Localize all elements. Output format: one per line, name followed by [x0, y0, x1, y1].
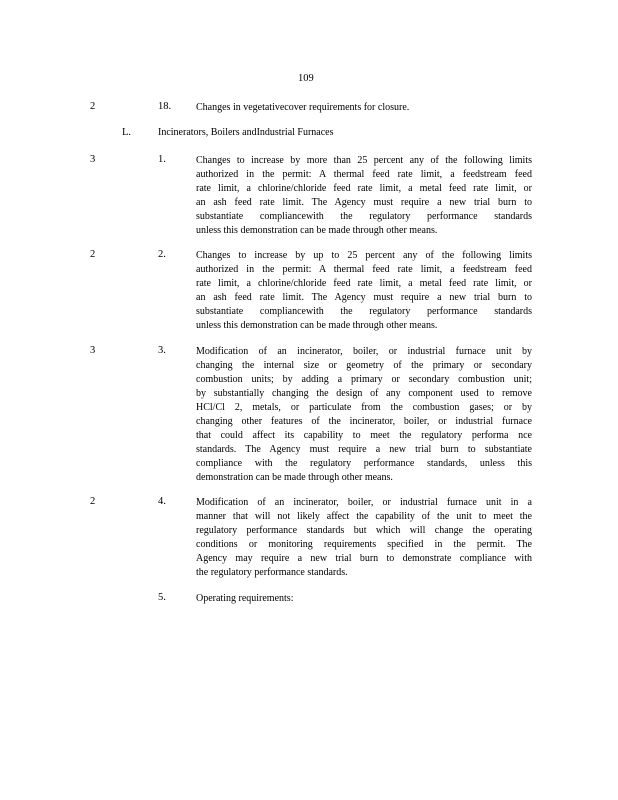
item-line: compliance with the regulatory performance standards, unless this: [196, 458, 532, 469]
item-text: [196, 345, 532, 485]
item-line: Modification of an incinerator, boiler, or industrial furnace unit by: [196, 346, 532, 357]
item-text: [196, 249, 532, 333]
item-line: changing the internal size or geometry of the primary or secondary: [196, 360, 532, 371]
item-line: Modification of an incinerator, boiler, or industrial furnace unit in a: [196, 497, 532, 508]
item-number: 2.: [158, 249, 166, 260]
item-text: [196, 592, 532, 606]
item-line: the regulatory performance standards.: [196, 567, 348, 578]
item-18-class: 2: [90, 101, 96, 112]
item-line: by substantially changing the design of any component used to remove: [196, 388, 532, 399]
item-line: Operating requirements:: [196, 593, 294, 604]
item-line: authorized in the permit: A thermal feed rate limit, a feedstream feed: [196, 169, 532, 180]
item-line: standards. The Agency must require a new trial burn to substantiate: [196, 444, 532, 455]
item-line: demonstration can be made through other means.: [196, 472, 393, 483]
section-letter: L.: [122, 127, 132, 138]
item-line: HCl/Cl 2, metals, or particulate from the combustion gases; or by: [196, 402, 532, 413]
item-line: rate limit, a chlorine/chloride feed rate limit, a metal feed rate limit, or: [196, 278, 532, 289]
item-line: manner that will not likely affect the capability of the unit to meet the: [196, 511, 532, 522]
item-text: [196, 154, 532, 238]
item-class: 2: [90, 249, 96, 260]
item-line: an ash feed rate limit. The Agency must require a new trial burn to: [196, 197, 532, 208]
item-class: 3: [90, 345, 96, 356]
item-number: 1.: [158, 154, 166, 165]
item-line: authorized in the permit: A thermal feed rate limit, a feedstream feed: [196, 264, 532, 275]
item-class: 2: [90, 496, 96, 507]
item-line: combustion units; by adding a primary or secondary combustion unit;: [196, 374, 532, 385]
page-number: 109: [298, 73, 314, 84]
item-18-text: [196, 101, 532, 115]
item-text: [196, 496, 532, 580]
item-number: 5.: [158, 592, 166, 603]
item-line: substantiate compliancewith the regulatory performance standards: [196, 211, 532, 222]
item-line: Changes to increase by more than 25 percent any of the following limits: [196, 155, 532, 166]
item-line: conditions or monitoring requirements specified in the permit. The: [196, 539, 532, 550]
item-number: 4.: [158, 496, 166, 507]
item-18-line: Changes in vegetativecover requirements for closure.: [196, 102, 410, 113]
item-line: Changes to increase by up to 25 percent any of the following limits: [196, 250, 532, 261]
item-line: an ash feed rate limit. The Agency must require a new trial burn to: [196, 292, 532, 303]
item-line: that could affect its capability to meet the regulatory performa nce: [196, 430, 532, 441]
section-title: Incinerators, Boilers andIndustrial Furnaces: [158, 127, 334, 138]
item-line: regulatory performance standards but which will change the operating: [196, 525, 532, 536]
item-18-number: 18.: [158, 101, 172, 112]
item-line: changing other features of the incinerator, boiler, or industrial furnace: [196, 416, 532, 427]
item-number: 3.: [158, 345, 166, 356]
item-class: 3: [90, 154, 96, 165]
item-line: unless this demonstration can be made through other means.: [196, 320, 438, 331]
item-line: substantiate compliancewith the regulatory performance standards: [196, 306, 532, 317]
item-line: rate limit, a chlorine/chloride feed rate limit, a metal feed rate limit, or: [196, 183, 532, 194]
item-line: Agency may require a new trial burn to demonstrate compliance with: [196, 553, 532, 564]
item-line: unless this demonstration can be made through other means.: [196, 225, 438, 236]
